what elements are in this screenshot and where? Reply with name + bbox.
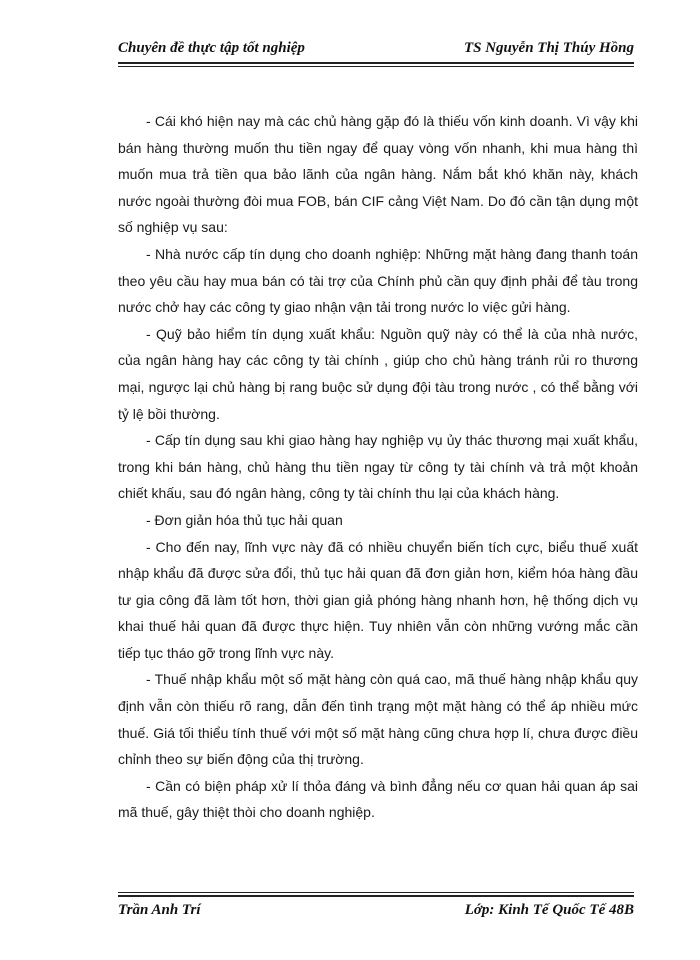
- paragraph: - Thuế nhập khẩu một số mặt hàng còn quá cao, mã thuế hàng nhập khẩu quy định vẫn còn thiếu rõ rang, dẫn đến tình trạng một mặt hàng có thể áp nhiều mức thuế. Giá tối thiểu tính thuế với một số mặt hàng cũng chưa hợp lí, chưa được điều chỉnh theo sự biến động của thị trường.: [118, 671, 638, 768]
- paragraph: - Cấp tín dụng sau khi giao hàng hay nghiệp vụ ủy thác thương mại xuất khẩu, trong khi bán hàng, chủ hàng thu tiền ngay từ công ty tài chính và trả một khoản chiết khấu, sau đó ngân hàng, công ty tài chính thu lại của khách hàng.: [118, 432, 638, 502]
- header-rule-thin: [118, 66, 634, 67]
- header-rule-thick: [118, 62, 634, 64]
- paragraph: - Nhà nước cấp tín dụng cho doanh nghiệp: Những mặt hàng đang thanh toán theo yêu cầu hay mua bán có tài trợ của Chính phủ cần quy định phải để tàu trong nước chở hay các công ty giao nhận vận tải trong nước lo việc gửi hàng.: [118, 245, 638, 316]
- footer-rule-thick: [118, 895, 634, 897]
- footer-rule-thin: [118, 892, 634, 893]
- header-supervisor: TS Nguyễn Thị Thúy Hồng: [463, 40, 634, 56]
- paragraph: - Quỹ bảo hiểm tín dụng xuất khẩu: Nguồn quỹ này có thể là của nhà nước, của ngân hàng hay các công ty tài chính , giúp cho chủ hàng tránh rủi ro thương mại, ngược lại chủ hàng bị rang buộc sử dụng đội tàu trong nước , có thể bằng với tỷ lệ bồi thường.: [118, 325, 638, 422]
- paragraph: - Cần có biện pháp xử lí thỏa đáng và bình đẳng nếu cơ quan hải quan áp sai mã thuế, gây thiệt thòi cho doanh nghiệp.: [118, 777, 638, 821]
- document-body: [118, 108, 638, 826]
- header-document-title: Chuyên đề thực tập tốt nghiệp: [118, 40, 305, 56]
- paragraph: - Cho đến nay, lĩnh vực này đã có nhiều chuyển biến tích cực, biểu thuế xuất nhập khẩu đã được sửa đổi, thủ tục hải quan đã đơn giản hơn, kiểm hóa hàng đầu tư gia công đã làm tốt hơn, thời gian giả phóng hàng nhanh hơn, hệ thống dịch vụ khai thuế hải quan đã được thực hiện. Tuy nhiên vẫn còn những vướng mắc cần tiếp tục tháo gỡ trong lĩnh vực này.: [118, 538, 638, 661]
- paragraph: - Đơn giản hóa thủ tục hải quan: [146, 511, 343, 528]
- footer-class: Lớp: Kinh Tế Quốc Tế 48B: [464, 902, 634, 918]
- footer-author: Trần Anh Trí: [118, 902, 201, 918]
- page-footer: [118, 902, 634, 926]
- paragraph: - Cái khó hiện nay mà các chủ hàng gặp đó là thiếu vốn kinh doanh. Vì vậy khi bán hàng thường muốn thu tiền ngay để quay vòng vốn nhanh, khi mua hàng thì muốn mua trả tiền qua bảo lãnh của ngân hàng. Nắm bắt khó khăn này, khách nước ngoài thường đòi mua FOB, bán CIF cảng Việt Nam. Do đó cần tận dụng một số nghiệp vụ sau:: [118, 113, 638, 236]
